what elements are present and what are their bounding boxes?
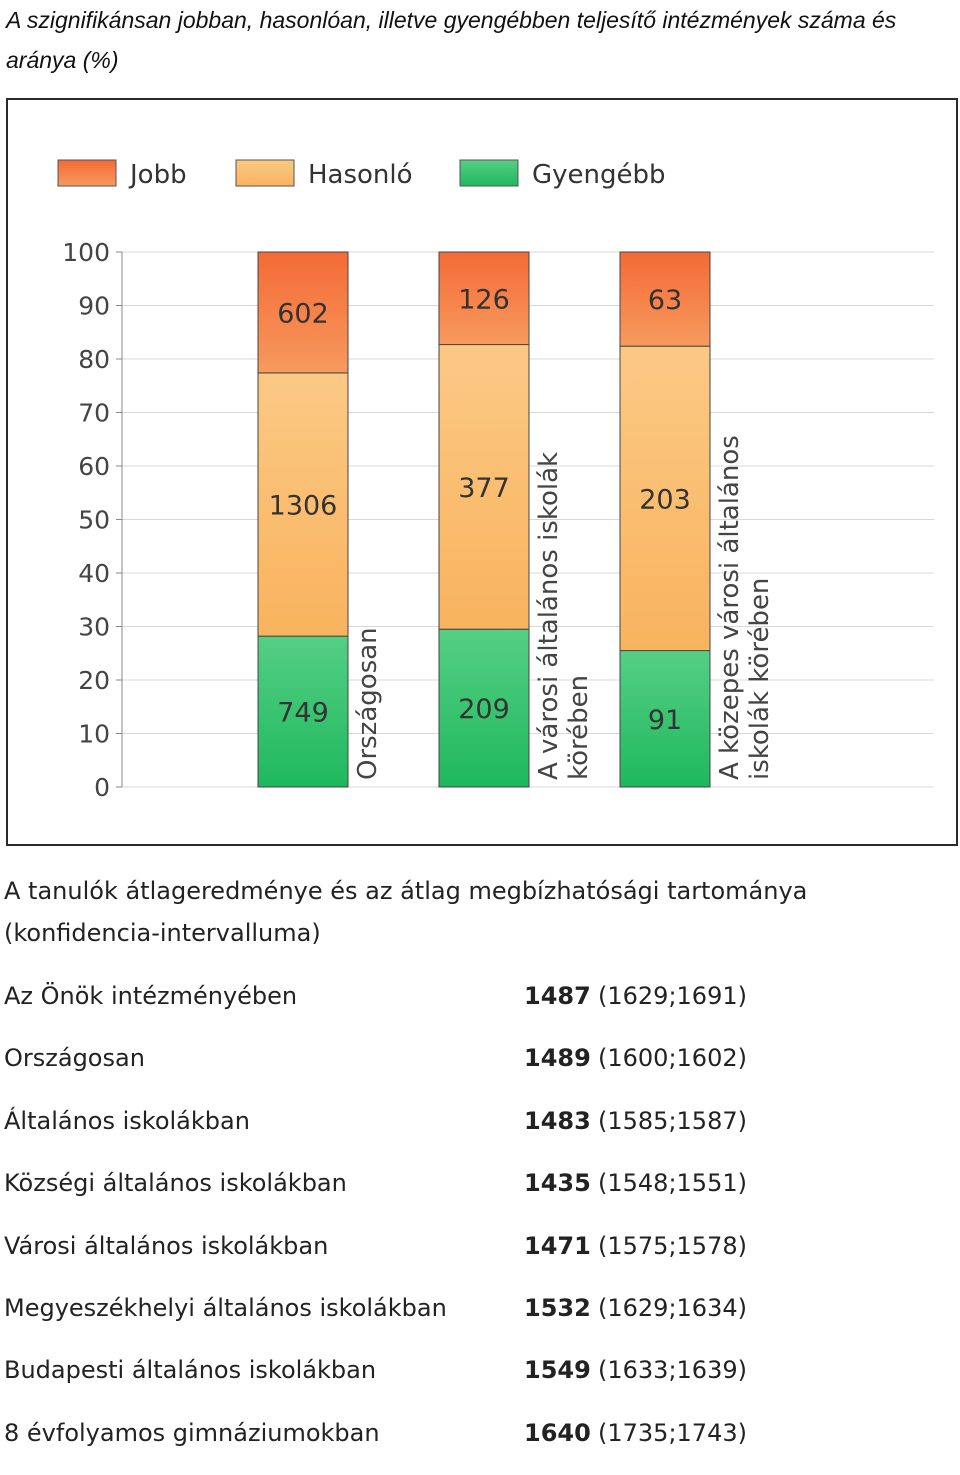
y-tick-label: 10 [78, 719, 110, 749]
result-row [0, 976, 960, 1038]
results-heading: A tanulók átlageredménye és az átlag megbízhatósági tartománya (konfidencia-intervalluma) [4, 877, 808, 947]
row-value: 1640 [524, 1418, 591, 1447]
result-row [0, 1038, 960, 1100]
result-row [0, 1288, 960, 1350]
bar-value-label: 209 [458, 694, 510, 726]
bar-value-label: 1306 [268, 490, 338, 522]
row-value: 1471 [524, 1231, 591, 1260]
row-label: Az Önök intézményében [4, 982, 298, 1010]
row-label: 8 évfolyamos gimnáziumokban [4, 1418, 380, 1447]
y-tick-label: 70 [78, 398, 110, 428]
y-tick-label: 30 [78, 612, 110, 642]
legend-label-0: Jobb [130, 160, 187, 190]
row-value: 1483 [524, 1106, 591, 1135]
legend-swatch-1 [236, 160, 294, 186]
category-label: körében [564, 674, 594, 780]
row-value: 1435 [524, 1169, 591, 1198]
y-tick-label: 100 [62, 238, 110, 267]
row-label: Megyeszékhelyi általános iskolákban [4, 1293, 447, 1322]
result-row [0, 1101, 960, 1163]
row-value: 1549 [524, 1356, 591, 1385]
row-label: Városi általános iskolákban [4, 1231, 329, 1260]
chart-caption: A szignifikánsan jobban, hasonlóan, illetve gyengébben teljesítő intézmények száma és aránya (%) [6, 7, 897, 73]
row-interval: (1548;1551) [598, 1169, 747, 1198]
result-row [0, 1226, 960, 1288]
result-row [0, 1350, 960, 1412]
result-row [0, 1163, 960, 1225]
results-table [0, 976, 960, 1475]
row-interval: (1600;1602) [598, 1044, 747, 1073]
chart-frame [6, 98, 958, 846]
legend-swatch-0 [58, 160, 116, 186]
category-labels [353, 435, 775, 780]
row-label: Általános iskolákban [4, 1106, 250, 1135]
category-label: Országosan [353, 627, 383, 780]
bar-value-label: 377 [458, 472, 510, 504]
stacked-bar-chart [8, 100, 956, 844]
chart-legend [58, 160, 666, 190]
row-label: Budapesti általános iskolákban [4, 1356, 377, 1385]
y-tick-label: 0 [94, 773, 110, 802]
row-interval: (1575;1578) [598, 1231, 747, 1260]
y-tick-label: 50 [78, 505, 110, 535]
y-tick-label: 60 [78, 452, 110, 481]
bar-value-label: 749 [277, 697, 329, 729]
category-label: A közepes városi általános [715, 435, 745, 780]
result-row [0, 1413, 960, 1475]
row-interval: (1629;1691) [598, 982, 747, 1010]
bar-value-label: 602 [277, 298, 329, 330]
y-tick-label: 90 [78, 291, 110, 321]
y-axis [62, 238, 122, 802]
legend-swatch-2 [460, 160, 518, 186]
y-tick-label: 40 [78, 559, 110, 588]
y-tick-label: 80 [78, 345, 110, 374]
category-label: A városi általános iskolák [534, 451, 564, 780]
row-value: 1487 [524, 982, 591, 1010]
row-interval: (1735;1743) [598, 1418, 747, 1447]
legend-label-2: Gyengébb [532, 160, 666, 190]
row-value: 1532 [524, 1293, 591, 1322]
row-label: Községi általános iskolákban [4, 1169, 347, 1198]
row-label: Országosan [4, 1044, 145, 1073]
bar-value-label: 91 [647, 704, 683, 736]
row-interval: (1633;1639) [598, 1356, 747, 1385]
bar-value-label: 63 [647, 285, 683, 317]
y-tick-label: 20 [78, 666, 110, 695]
category-label: iskolák körében [745, 577, 775, 780]
row-interval: (1629;1634) [598, 1293, 747, 1322]
bar-value-label: 203 [639, 484, 691, 516]
row-value: 1489 [524, 1044, 591, 1073]
bars [258, 252, 710, 787]
legend-label-1: Hasonló [308, 160, 413, 190]
bar-value-label: 126 [458, 284, 510, 316]
row-interval: (1585;1587) [598, 1106, 747, 1135]
